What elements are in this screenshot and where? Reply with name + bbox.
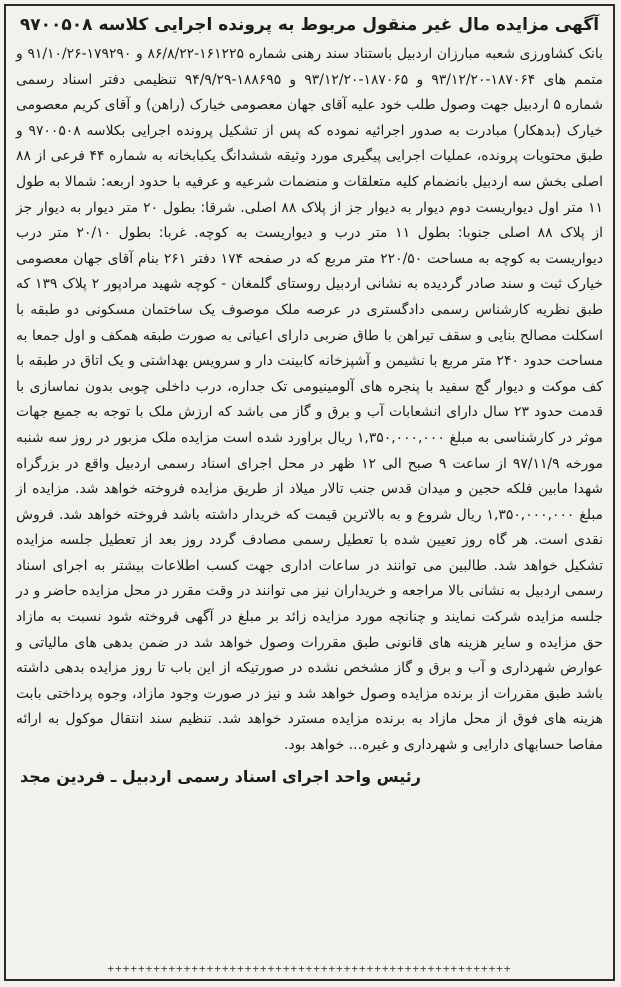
bottom-divider: +++++++++++++++++++++++++++++++++++++++++++++++++++++ [107,962,512,975]
auction-notice [4,4,615,981]
notice-signature: رئیس واحد اجرای اسناد رسمی اردبیل ـ فردین مجد [20,766,421,786]
notice-title: آگهی مزایده مال غیر منقول مربوط به پرونده اجرایی کلاسه ۹۷۰۰۵۰۸ [19,15,600,35]
notice-body: بانک کشاورزی شعبه مبارزان اردبیل باستناد سند رهنی شماره ۱۶۱۲۲۵-۸۶/۸/۲۲ و ۱۷۹۲۹۰-۹۱/۱۰/۲۶ و متمم های ۱۸۷۰۶۴-۹۳/۱۲/۲۰ و ۱۸۷۰۶۵-۹۳/۱۲/۲۰ و ۱۸۸۶۹۵-۹۴/۹/۲۹ تنظیمی دفتر اسناد رسمی شماره ۵ اردبیل جهت وصول طلب خود علیه آقای جهان معصومی خیارک (راهن) و آقای کریم معصومی خیارک (بدهکار) مبادرت به صدور اجرائیه نموده که پس از تشکیل پرونده اجرایی بکلاسه ۹۷۰۰۵۰۸ و طبق محتویات پرونده، عملیات اجرایی پیگیری مورد وثیقه ششدانگ یکبابخانه به شماره ۴۴ فرعی از ۸۸ اصلی بخش سه اردبیل بانضمام کلیه متعلقات و منضمات شرعیه و عرفیه با حدود اربعه: شمالا به طول ۱۱ متر اول دیواریست دوم دیوار به دیوار جز از پلاک ۸۸ اصلی. شرقا: بطول ۲۰ متر دیوار به دیوار جز از پلاک ۸۸ اصلی جنوبا: بطول ۱۱ متر درب و دیواریست به کوچه. غربا: بطول ۲۰/۱۰ متر درب دیواریست به کوچه به مساحت ۲۲۰/۵۰ متر مربع که در صفحه ۱۷۴ دفتر ۲۶۱ بنام آقای جهان معصومی خیارک ثبت و سند صادر گردیده به نشانی اردبیل روستای گلمغان - کوچه شهید مرادپور ۲ پلاک ۱۳۹ که طبق نظریه کارشناس رسمی دادگستری در عرصه ملک موصوف یک ساختمان مسکونی دو طبقه با اسکلت مصالح بنایی و سقف تیراهن با طاق ضربی دارای اعیانی به صورت طبقه همکف و اول جمعا به مساحت حدود ۲۴۰ متر مربع با نشیمن و آشپزخانه کابینت دار و سرویس بهداشتی و یک اتاق در طبقه با کف موکت و دیوار گچ سفید با پنجره های آلومینیومی تک جداره، درب داخلی چوبی بدون نماسازی با قدمت حدود ۲۳ سال دارای انشعابات آب و برق و گاز می باشد که ارزش ملک با توجه به جمیع جهات موثر در کارشناسی به مبلغ ۱,۳۵۰,۰۰۰,۰۰۰ ریال براورد شده است مزایده ملک مزبور در روز سه شنبه مورخه ۹۷/۱۱/۹ از ساعت ۹ صبح الی ۱۲ ظهر در محل اجرای اسناد رسمی اردبیل واقع در بزرگراه شهدا مابین فلکه حجین و میدان قدس جنب تالار میلاد از طریق مزایده فروخته خواهد شد. مزایده از مبلغ ۱,۳۵۰,۰۰۰,۰۰۰ ریال شروع و به بالاترین قیمت که خریدار داشته باشد فروخته خواهد شد. فروش نقدی است. هر گاه روز تعیین شده با تعطیل رسمی مصادف گردد روز بعد از تعطیل جلسه مزایده تشکیل خواهد شد. طالبین می توانند در ساعات اداری جهت کسب اطلاعات بیشتر به اجرای اسناد رسمی اردبیل به نشانی بالا مراجعه و خریداران نیز می توانند در وقت مقرر در محل مزایده حاضر و در جلسه مزایده شرکت نمایند و چنانچه مورد مزایده زائد بر مبلغ در آگهی فروخته شود نسبت به مازاد حق مزایده و سایر هزینه های قانونی طبق مقررات وصول خواهد شد در ضمن بدهی های مالیاتی و عوارض شهرداری و آب و برق و گاز مشخص نشده در صورتیکه از این باب تا روز مزایده بدهی داشته باشد طبق مقررات از برنده مزایده وصول خواهد شد و نیز در صورت وجود مازاد، وجوه پرداختی بابت هزینه های فوق از محل مازاد به برنده مزایده مسترد خواهد شد. تنظیم سند انتقال موکول به ارائه مفاصا حسابهای دارایی و شهرداری و غیره... خواهد بود. [16,46,604,754]
